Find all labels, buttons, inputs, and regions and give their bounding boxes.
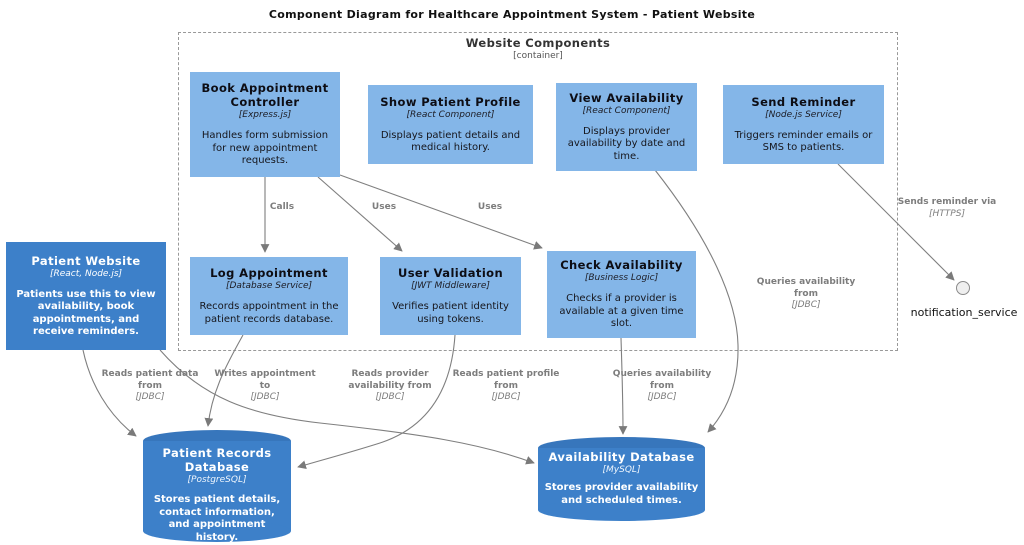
- edge-label-protocol: [JDBC]: [791, 300, 821, 310]
- edge-label-protocol: [JDBC]: [647, 392, 677, 402]
- edge-label-line: Uses: [477, 202, 503, 212]
- database-description: Stores provider availability and scheduled times.: [544, 482, 699, 506]
- database-title: Availability Database: [548, 450, 695, 464]
- edge-label-line: from: [138, 380, 162, 391]
- edge-label-line: Calls: [269, 202, 295, 212]
- component-book-appointment-controller: [190, 72, 340, 177]
- database-text: [143, 430, 291, 545]
- edge-label-reads-provider-availability: [348, 369, 431, 404]
- edge-label-queries-from-view: [757, 277, 855, 312]
- database-tech: [PostgreSQL]: [187, 475, 247, 485]
- edge-label-line: Reads provider: [351, 369, 429, 379]
- database-title: Patient Records Database: [162, 446, 272, 474]
- edge-label-line: availability from: [348, 380, 432, 391]
- component-title: Log Appointment: [210, 266, 328, 280]
- notification-service-icon: [956, 281, 970, 295]
- component-show-patient-profile: [368, 85, 533, 164]
- component-tech: [Express.js]: [238, 110, 292, 121]
- edge-label-line: to: [259, 380, 271, 391]
- edge-label-queries-from-check: [613, 369, 711, 404]
- edge-label-protocol: [JDBC]: [135, 392, 165, 402]
- component-title: Show Patient Profile: [380, 94, 521, 109]
- edge-uses-validation: [318, 177, 402, 251]
- edge-label-protocol: [HTTPS]: [929, 208, 965, 219]
- edge-label-line: Queries availability: [756, 277, 856, 287]
- boundary-subtitle: [container]: [513, 51, 563, 61]
- diagram-title: Component Diagram for Healthcare Appointment System - Patient Website: [268, 8, 756, 21]
- edge-send-reminder-to-notification: [838, 164, 954, 280]
- edge-label-uses-check: [478, 202, 502, 214]
- component-description: Records appointment in the patient records database.: [199, 301, 339, 325]
- component-tech: [React Component]: [582, 105, 671, 116]
- component-description: Checks if a provider is available at a given time slot.: [559, 293, 684, 330]
- component-tech: [React Component]: [406, 109, 495, 120]
- edge-label-line: from: [650, 380, 674, 391]
- database-patient-records: [143, 430, 291, 542]
- edge-label-writes-appointment: [214, 369, 315, 404]
- component-user-validation: [380, 257, 521, 335]
- edge-label-reads-patient-data: [102, 369, 199, 404]
- component-description: Displays patient details and medical history.: [380, 129, 521, 153]
- notification-service-label: notification_service: [910, 306, 1018, 319]
- component-tech: [Database Service]: [225, 281, 313, 291]
- component-description: Triggers reminder emails or SMS to patients.: [734, 129, 873, 153]
- component-title: Book Appointment Controller: [201, 81, 329, 110]
- edge-label-sends-reminder: [898, 197, 996, 220]
- node-tech: [React, Node.js]: [49, 268, 123, 279]
- component-title: Check Availability: [560, 258, 683, 273]
- edge-label-protocol: [JDBC]: [491, 392, 521, 402]
- edge-label-line: Reads patient data: [101, 369, 199, 379]
- node-title: Patient Website: [31, 253, 141, 268]
- component-description: Displays provider availability by date and time.: [567, 125, 686, 162]
- database-tech: [MySQL]: [602, 465, 641, 475]
- edge-label-protocol: [JDBC]: [375, 392, 405, 402]
- edge-label-line: Queries availability: [612, 369, 712, 379]
- component-check-availability: [547, 251, 696, 338]
- edge-label-line: from: [494, 380, 518, 391]
- component-log-appointment: [190, 257, 348, 335]
- component-tech: [Business Logic]: [584, 273, 659, 284]
- node-patient-website: [6, 242, 166, 350]
- component-tech: [JWT Middleware]: [411, 281, 490, 291]
- database-description: Stores patient details, contact information, and appointment history.: [153, 494, 281, 543]
- component-title: Send Reminder: [751, 94, 856, 109]
- component-tech: [Node.js Service]: [765, 109, 842, 120]
- node-description: Patients use this to view availability, book appointments, and receive reminders.: [16, 288, 156, 337]
- component-description: Verifies patient identity using tokens.: [392, 301, 509, 325]
- edge-label-line: Reads patient profile: [452, 369, 560, 379]
- edge-label-calls: [270, 202, 294, 214]
- edge-uses-check: [340, 175, 542, 248]
- component-view-availability: [556, 83, 697, 171]
- component-send-reminder: [723, 85, 884, 164]
- database-text: [538, 437, 705, 513]
- edge-label-line: Writes appointment: [214, 369, 316, 379]
- edge-label-line: Sends reminder via: [897, 197, 997, 207]
- database-availability: [538, 437, 705, 521]
- component-title: User Validation: [397, 266, 504, 280]
- edge-label-protocol: [JDBC]: [250, 392, 280, 402]
- edge-label-line: from: [794, 288, 818, 299]
- edge-label-uses-validation: [372, 202, 396, 214]
- boundary-title: Website Components: [465, 36, 611, 50]
- edge-label-reads-patient-profile: [453, 369, 560, 404]
- component-description: Handles form submission for new appointment requests.: [201, 130, 329, 167]
- edge-label-line: Uses: [371, 202, 397, 212]
- component-title: View Availability: [569, 90, 684, 105]
